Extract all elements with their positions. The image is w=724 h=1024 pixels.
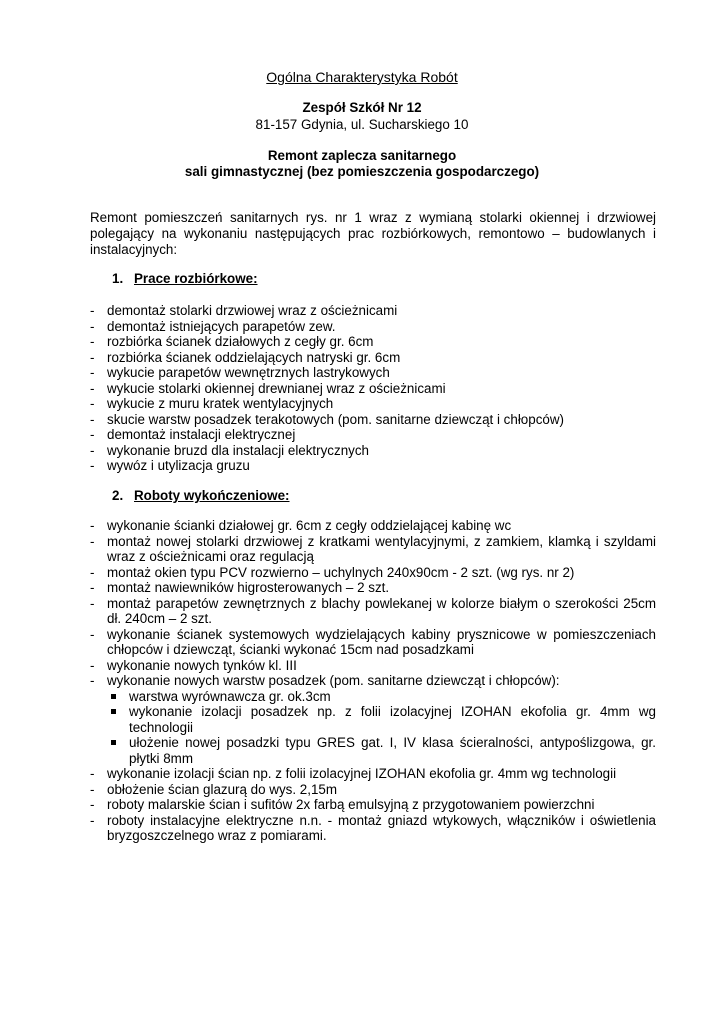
section-2-title: Roboty wykończeniowe: xyxy=(134,488,290,503)
list-item-text: wykonanie izolacji ścian np. z folii izolacyjnej IZOHAN ekofolia gr. 4mm wg technologii xyxy=(107,766,617,781)
list-item-text: wykonanie ścianek systemowych wydzielających kabiny prysznicowe w pomieszczeniach chłopców i dziewcząt, ścianki wykonać 15cm nad posadzkami xyxy=(107,626,656,657)
intro-paragraph: Remont pomieszczeń sanitarnych rys. nr 1 wraz z wymianą stolarki okiennej i drzwiowej polegający na wykonaniu następujących prac rozbiórkowych, remontowo – budowlanych i instalacyjnych: xyxy=(90,210,656,257)
dash-marker: - xyxy=(90,349,95,365)
sub-list-item-text: wykonanie izolacji posadzek np. z folii izolacyjnej IZOHAN ekofolia gr. 4mm wg technologii xyxy=(129,704,656,735)
list-item xyxy=(90,412,656,428)
dash-marker: - xyxy=(90,442,95,458)
list-item-text: montaż parapetów zewnętrznych z blachy powlekanej w kolorze białym o szerokości 25cm dł. 240cm – 2 szt. xyxy=(107,595,656,626)
document-title: Ogólna Charakterystyka Robót xyxy=(266,69,458,85)
sub-list-item-text: ułożenie nowej posadzki typu GRES gat. I, IV klasa ścieralności, antypoślizgowa, gr. płytki 8mm xyxy=(129,735,656,766)
list-item xyxy=(90,458,656,474)
list-item-text: skucie warstw posadzek terakotowych (pom. sanitarne dziewcząt i chłopców) xyxy=(107,411,564,427)
square-bullet-icon xyxy=(111,740,116,745)
sub-list-item-text: warstwa wyrównawcza gr. ok.3cm xyxy=(129,688,331,704)
section-1-heading xyxy=(112,271,258,287)
list-item xyxy=(90,365,656,381)
list-item-text: wywóz i utylizacja gruzu xyxy=(107,458,250,473)
sub-list-item xyxy=(107,689,656,705)
dash-marker: - xyxy=(90,580,95,595)
sub-list-item xyxy=(107,735,656,766)
finishing-list xyxy=(90,518,656,844)
list-item xyxy=(90,782,656,798)
list-item xyxy=(90,518,656,534)
list-item-text: demontaż stolarki drzwiowej wraz z ościeżnicami xyxy=(107,303,398,318)
dash-marker: - xyxy=(90,458,95,473)
list-item-text: roboty malarskie ścian i sufitów 2x farbą emulsyjną z przygotowaniem powierzchni xyxy=(107,797,595,812)
list-item-text: demontaż istniejących parapetów zew. xyxy=(107,318,336,334)
dash-marker: - xyxy=(90,533,95,549)
dash-marker: - xyxy=(90,797,95,812)
dash-marker: - xyxy=(90,380,95,396)
list-item-text: demontaż instalacji elektrycznej xyxy=(107,427,296,442)
dash-marker: - xyxy=(90,334,95,349)
list-item xyxy=(90,334,656,350)
project-title-line2: sali gimnastycznej (bez pomieszczenia gospodarczego) xyxy=(184,164,540,179)
dash-marker: - xyxy=(90,657,95,673)
list-item-text: wykonanie ścianki działowej gr. 6cm z cegły oddzielającej kabinę wc xyxy=(107,518,512,533)
sub-list-item xyxy=(107,704,656,735)
section-1-number: 1. xyxy=(112,271,124,286)
dash-marker: - xyxy=(90,303,95,318)
school-name: Zespół Szkół Nr 12 xyxy=(302,100,422,115)
list-item xyxy=(90,381,656,397)
dash-marker: - xyxy=(90,781,95,797)
section-2-heading xyxy=(112,488,290,504)
list-item xyxy=(90,534,656,565)
list-item-text: obłożenie ścian glazurą do wys. 2,15m xyxy=(107,781,338,797)
list-item-text: wykucie z muru kratek wentylacyjnych xyxy=(107,396,334,411)
list-item-text: montaż nowej stolarki drzwiowej z kratkami wentylacyjnymi, z zamkiem, klamką i szyldami wraz z ościeżnicami oraz regulacją xyxy=(107,533,656,564)
dash-marker: - xyxy=(90,626,95,642)
list-item xyxy=(90,580,656,596)
dash-marker: - xyxy=(90,365,95,380)
list-item-text: montaż nawiewników higrosterowanych – 2 szt. xyxy=(107,580,390,595)
list-item xyxy=(90,766,656,782)
list-item xyxy=(90,303,656,319)
list-item-text: wykonanie bruzd dla instalacji elektrycznych xyxy=(107,442,369,458)
list-item xyxy=(90,396,656,412)
list-item xyxy=(90,673,656,766)
list-item-text: wykonanie nowych tynków kl. III xyxy=(107,657,297,673)
dash-marker: - xyxy=(90,766,95,781)
list-item xyxy=(90,319,656,335)
list-item xyxy=(90,797,656,813)
list-item-text: montaż okien typu PCV rozwierno – uchylnych 240x90cm - 2 szt. (wg rys. nr 2) xyxy=(107,564,575,580)
list-item-text: wykucie stolarki okiennej drewnianej wraz z ościeżnicami xyxy=(107,380,446,396)
dash-marker: - xyxy=(90,673,95,688)
list-item xyxy=(90,596,656,627)
list-item xyxy=(90,565,656,581)
list-item-text: rozbiórka ścianek działowych z cegły gr. 6cm xyxy=(107,334,374,349)
list-item xyxy=(90,350,656,366)
dash-marker: - xyxy=(90,812,95,828)
dash-marker: - xyxy=(90,318,95,334)
list-item-text: wykonanie nowych warstw posadzek (pom. sanitarne dziewcząt i chłopców): xyxy=(107,673,560,688)
list-item-text: wykucie parapetów wewnętrznych lastrykowych xyxy=(107,365,390,380)
list-item-text: rozbiórka ścianek oddzielających natryski gr. 6cm xyxy=(107,349,401,365)
dash-marker: - xyxy=(90,411,95,427)
list-item xyxy=(90,658,656,674)
list-item xyxy=(90,443,656,459)
floor-sublist xyxy=(107,689,656,767)
list-item xyxy=(90,427,656,443)
section-1-title: Prace rozbiórkowe: xyxy=(134,271,258,286)
dash-marker: - xyxy=(90,518,95,533)
list-item xyxy=(90,813,656,844)
dash-marker: - xyxy=(90,427,95,442)
square-bullet-icon xyxy=(111,709,116,714)
demolition-list xyxy=(90,303,656,474)
project-title-line1: Remont zaplecza sanitarnego xyxy=(267,148,457,163)
dash-marker: - xyxy=(90,564,95,580)
school-address: 81-157 Gdynia, ul. Sucharskiego 10 xyxy=(255,117,469,132)
list-item-text: roboty instalacyjne elektryczne n.n. - montaż gniazd wtykowych, włączników i oświetlenia bryzgoszczelnego wraz z pomiarami. xyxy=(107,812,656,843)
square-bullet-icon xyxy=(111,694,116,699)
section-2-number: 2. xyxy=(112,488,124,503)
list-item xyxy=(90,627,656,658)
dash-marker: - xyxy=(90,595,95,611)
dash-marker: - xyxy=(90,396,95,411)
